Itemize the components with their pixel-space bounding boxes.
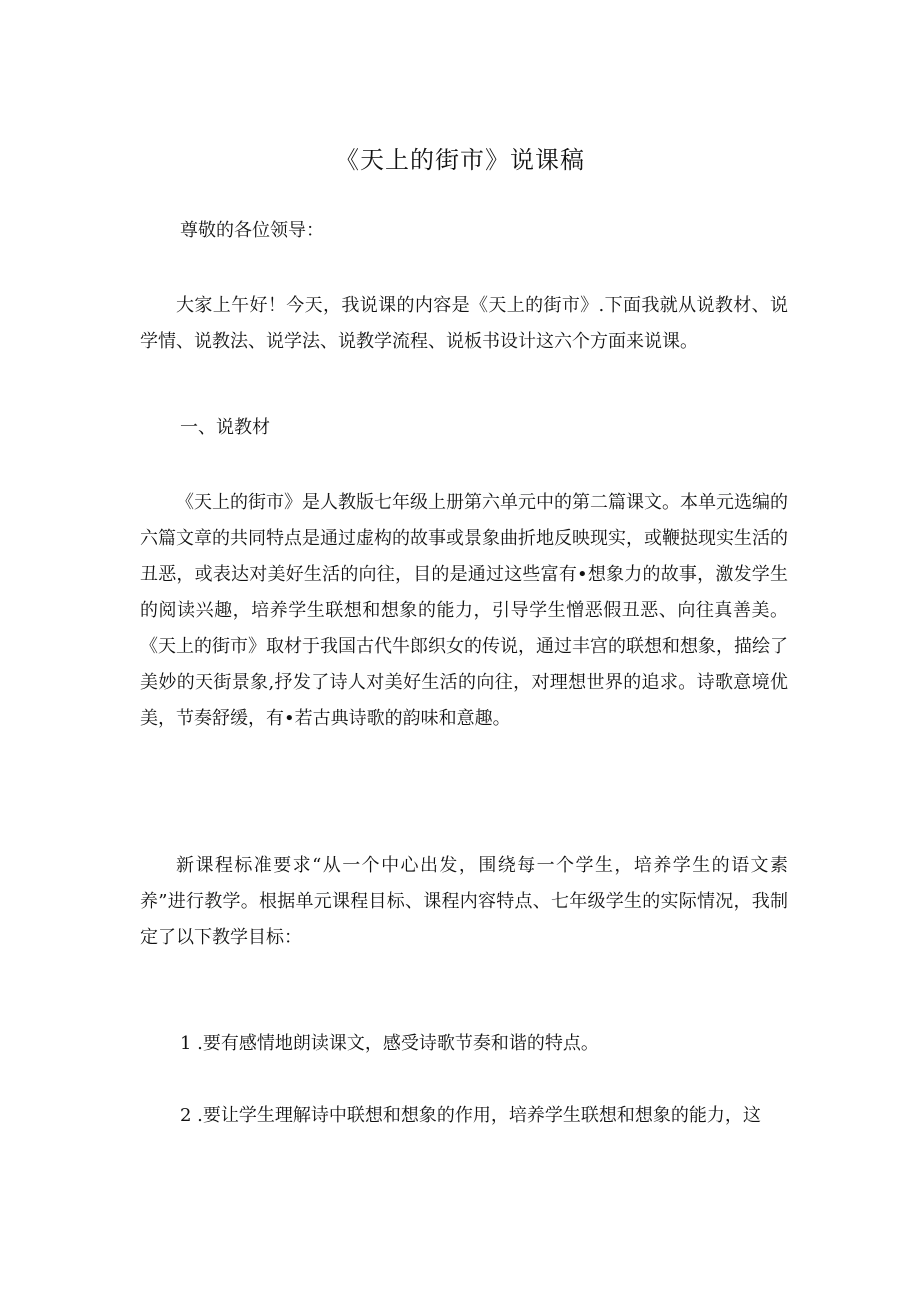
list-item: 2 .要让学生理解诗中联想和想象的作用，培养学生联想和想象的能力，这: [180, 1105, 761, 1126]
body-paragraph: 新课程标准要求“从一个中心出发，围绕每一个学生，培养学生的语文素养”进行教学。根据单元课程目标、课程内容特点、七年级学生的实际情况，我制定了以下教学目标：: [140, 855, 788, 948]
body-paragraph: 《天上的街市》是人教版七年级上册第六单元中的第二篇课文。本单元选编的六篇文章的共同特点是通过虚构的故事或景象曲折地反映现实，或鞭挞现实生活的丑恶，或表达对美好生活的向往，目的是通过这些富有•想象力的故事，激发学生的阅读兴趣，培养学生联想和想象的能力，引导学生憎恶假丑恶、向往真善美。《天上的街市》取材于我国古代牛郎织女的传说，通过丰宫的联想和想象，描绘了美妙的天街景象,抒发了诗人对美好生活的向往，对理想世界的追求。诗歌意境优美，节奏舒缓，有•若古典诗歌的韵味和意趣。: [140, 492, 788, 729]
list-item: 1 .要有感情地朗读课文，感受诗歌节奏和谐的特点。: [180, 1033, 599, 1054]
document-title: 《天上的街市》说课稿: [335, 146, 585, 174]
intro-paragraph: 大家上午好！今天，我说课的内容是《天上的街市》.下面我就从说教材、说学情、说教法、说学法、说教学流程、说板书设计这六个方面来说课。: [140, 295, 788, 352]
section-heading: 一、说教材: [180, 417, 270, 438]
salutation: 尊敬的各位领导：: [180, 220, 324, 241]
